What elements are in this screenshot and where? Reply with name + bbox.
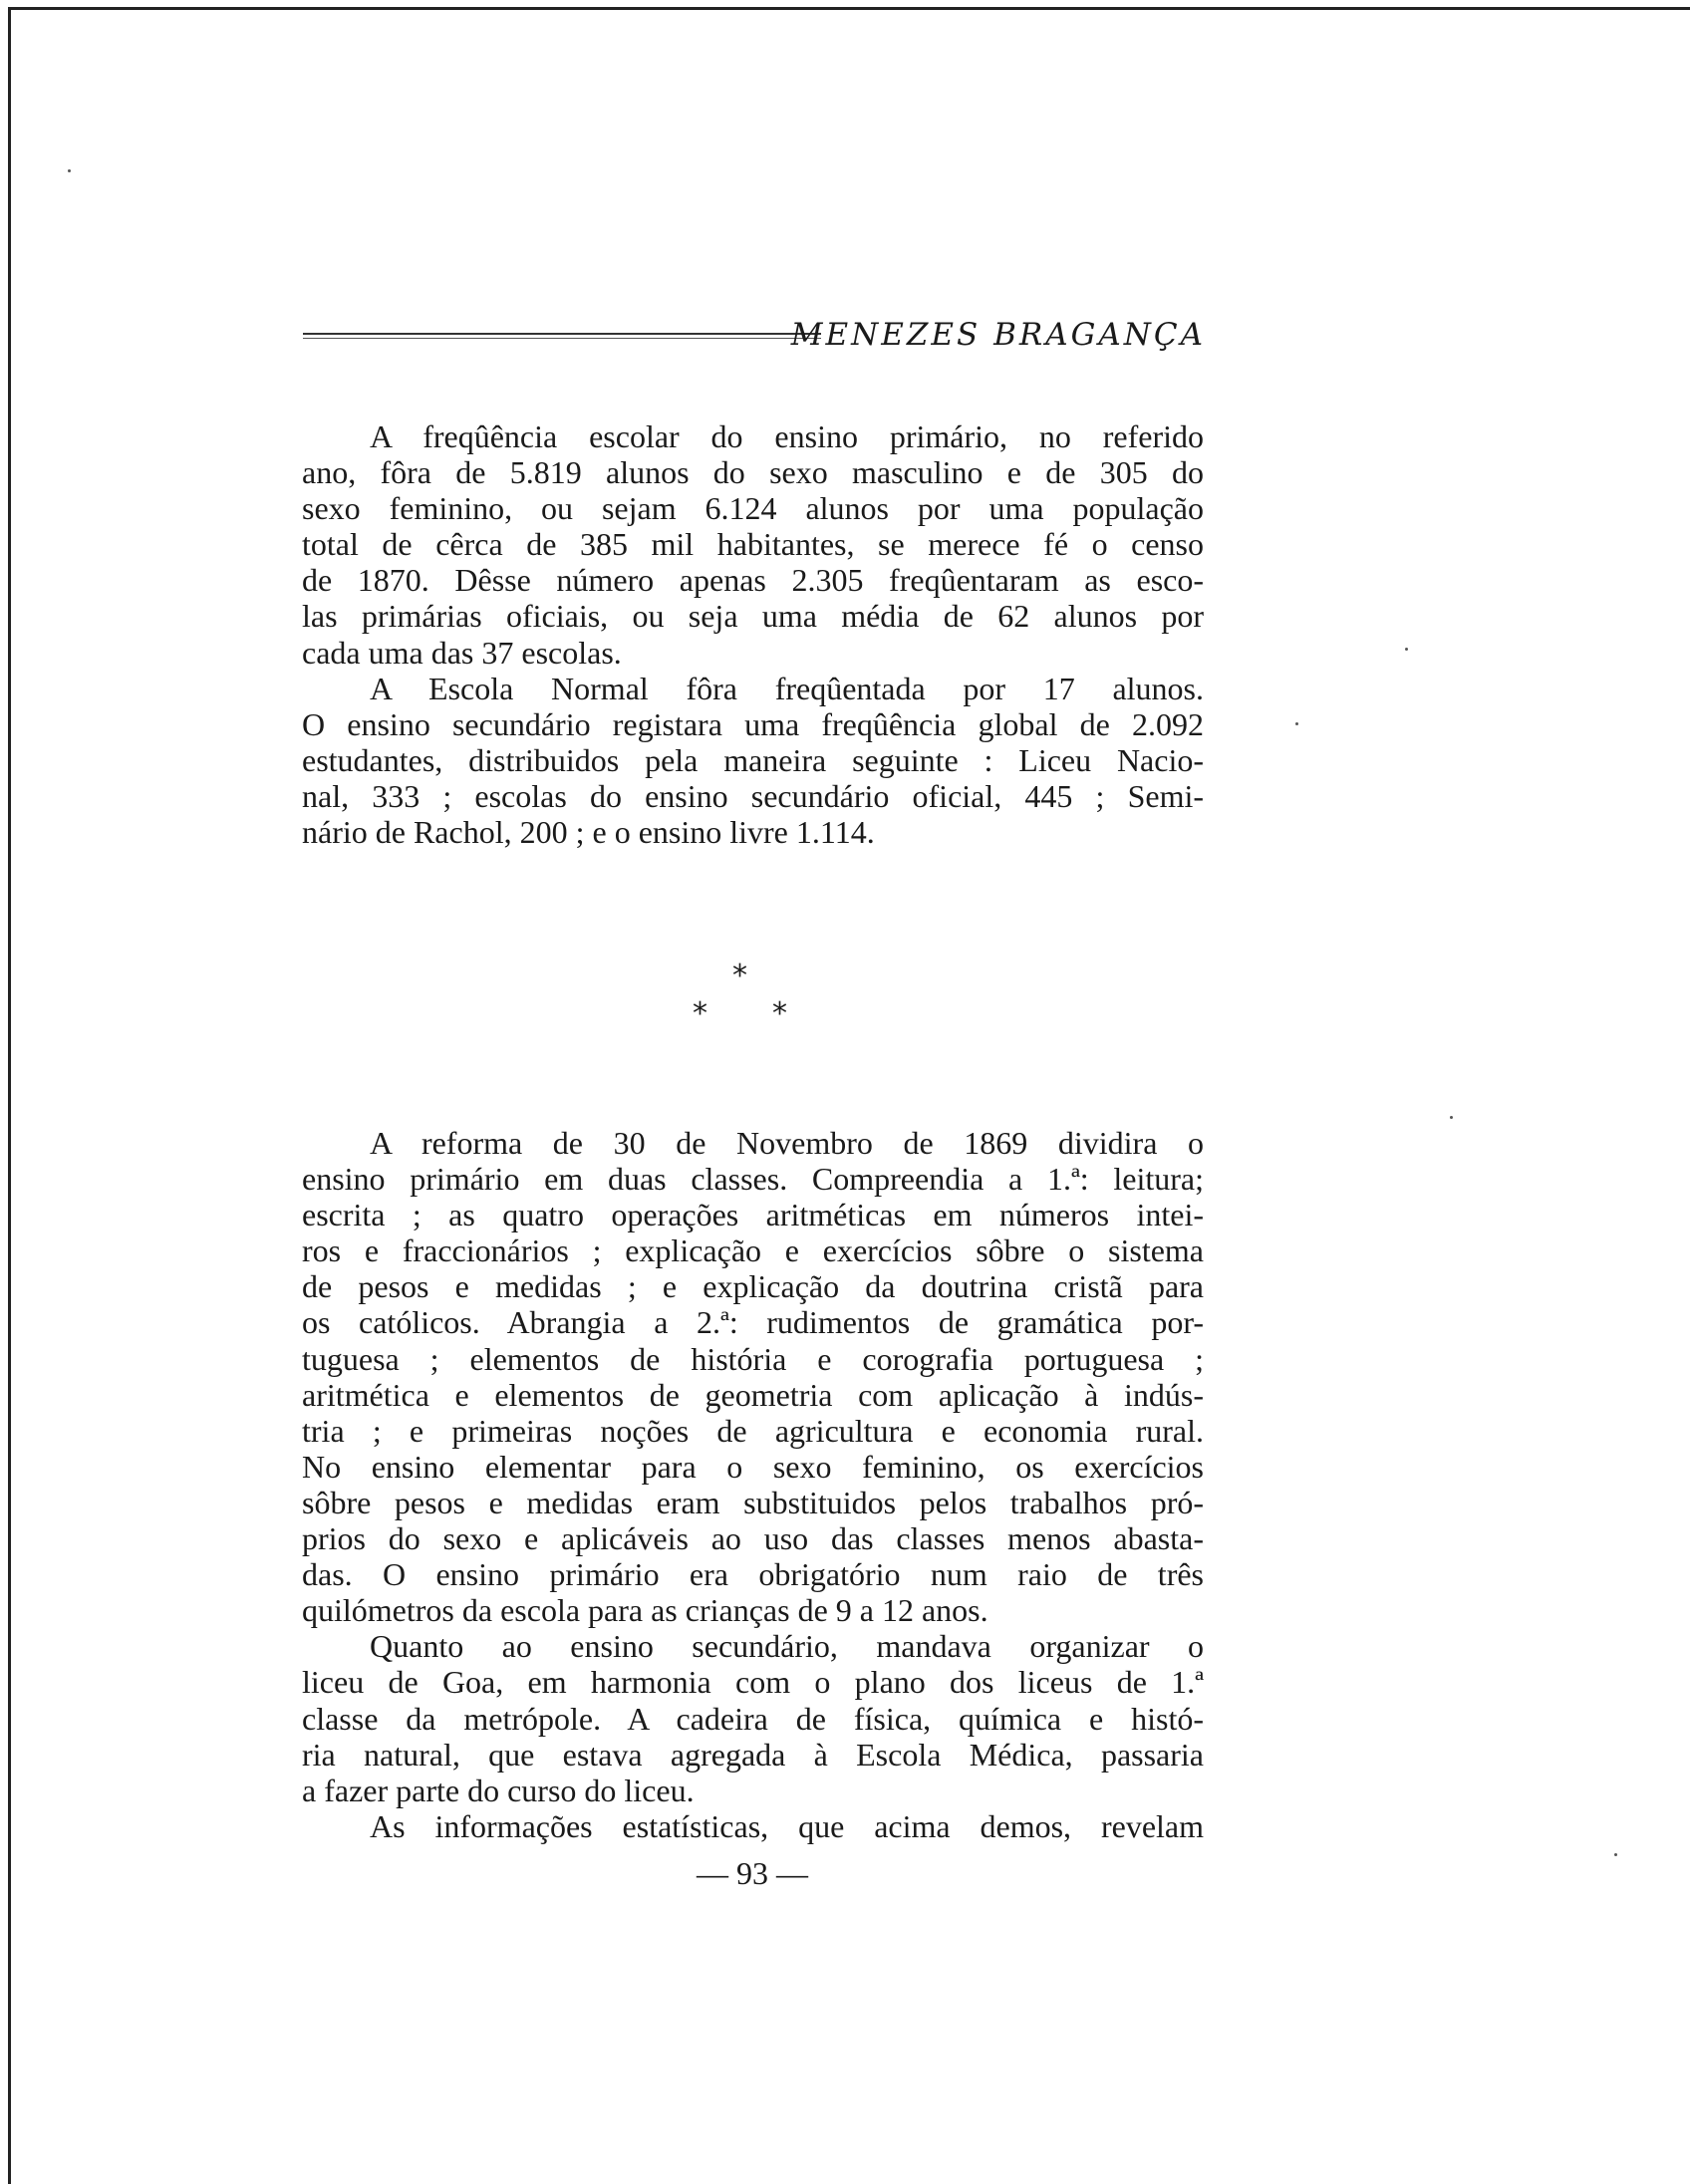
text-line: total de cêrca de 385 mil habitantes, se merece fé o censo xyxy=(302,526,1204,563)
text-line: nário de Rachol, 200 ; e o ensino livre 1.114. xyxy=(302,814,875,851)
text-line: las primárias oficiais, ou seja uma média de 62 alunos por xyxy=(302,598,1204,635)
text-line: tria ; e primeiras noções de agricultura e economia rural. xyxy=(302,1412,1204,1449)
text-section-1 xyxy=(302,418,1204,850)
text-line: ria natural, que estava agregada à Escola Médica, passaria xyxy=(302,1736,1204,1773)
paragraph xyxy=(302,1808,1204,1844)
header-rule xyxy=(303,338,821,339)
text-line: cada uma das 37 escolas. xyxy=(302,634,622,671)
text-line: tuguesa ; elementos de história e corografia portuguesa ; xyxy=(302,1340,1204,1377)
text-line: O ensino secundário registara uma freqûência global de 2.092 xyxy=(302,705,1204,742)
asterism-divider xyxy=(678,958,817,1038)
text-line: prios do sexo e aplicáveis ao uso das classes menos abasta- xyxy=(302,1520,1204,1557)
scan-border-left xyxy=(8,7,11,2184)
text-line: das. O ensino primário era obrigatório num raio de três xyxy=(302,1556,1204,1593)
text-line: classe da metrópole. A cadeira de física, química e histó- xyxy=(302,1700,1204,1737)
text-line: liceu de Goa, em harmonia com o plano dos liceus de 1.ª xyxy=(302,1664,1204,1701)
paragraph xyxy=(302,1628,1204,1807)
text-line: A reforma de 30 de Novembro de 1869 dividira o xyxy=(370,1125,1204,1161)
paragraph xyxy=(302,418,1204,671)
scan-border-top xyxy=(8,7,1690,10)
text-line: sexo feminino, ou sejam 6.124 alunos por uma população xyxy=(302,490,1204,527)
paragraph xyxy=(302,1125,1204,1628)
text-line: de pesos e medidas ; e explicação da doutrina cristã para xyxy=(302,1268,1204,1305)
scan-speck xyxy=(1405,648,1408,651)
scan-speck xyxy=(1295,722,1298,725)
scan-speck xyxy=(68,169,71,172)
text-line: quilómetros da escola para as crianças de 9 a 12 anos. xyxy=(302,1592,988,1629)
text-line: a fazer parte do curso do liceu. xyxy=(302,1772,695,1808)
running-header xyxy=(303,317,1206,357)
text-line: ano, fôra de 5.819 alunos do sexo masculino e de 305 do xyxy=(302,454,1204,491)
text-line: nal, 333 ; escolas do ensino secundário oficial, 445 ; Semi- xyxy=(302,777,1204,814)
running-head-title: MENEZES BRAGANÇA xyxy=(790,317,1206,353)
scan-speck xyxy=(1614,1853,1617,1856)
text-line: aritmética e elementos de geometria com aplicação à indús- xyxy=(302,1376,1204,1413)
text-line: No ensino elementar para o sexo feminino, os exercícios xyxy=(302,1448,1204,1485)
text-line: As informações estatísticas, que acima demos, revelam xyxy=(370,1807,1204,1844)
text-line: sôbre pesos e medidas eram substituidos pelos trabalhos pró- xyxy=(302,1484,1204,1520)
paragraph xyxy=(302,671,1204,850)
text-line: A freqûência escolar do ensino primário, no referido xyxy=(370,418,1204,454)
header-rule xyxy=(303,333,821,335)
text-line: A Escola Normal fôra freqûentada por 17 alunos. xyxy=(370,670,1204,706)
page-number: — 93 — xyxy=(697,1855,808,1891)
text-line: de 1870. Dêsse número apenas 2.305 freqûentaram as esco- xyxy=(302,562,1204,599)
asterisk: * xyxy=(693,996,707,1031)
text-line: os católicos. Abrangia a 2.ª: rudimentos de gramática por- xyxy=(302,1304,1204,1341)
text-line: Quanto ao ensino secundário, mandava organizar o xyxy=(370,1628,1204,1665)
text-section-2 xyxy=(302,1125,1204,1844)
text-line: escrita ; as quatro operações aritméticas em números intei- xyxy=(302,1197,1204,1233)
asterisk: * xyxy=(732,958,747,993)
text-line: ros e fraccionários ; explicação e exercícios sôbre o sistema xyxy=(302,1232,1204,1269)
asterisk: * xyxy=(772,996,787,1031)
scan-speck xyxy=(1450,1116,1453,1119)
text-line: estudantes, distribuidos pela maneira seguinte : Liceu Nacio- xyxy=(302,741,1204,778)
text-line: ensino primário em duas classes. Compreendia a 1.ª: leitura; xyxy=(302,1161,1204,1198)
